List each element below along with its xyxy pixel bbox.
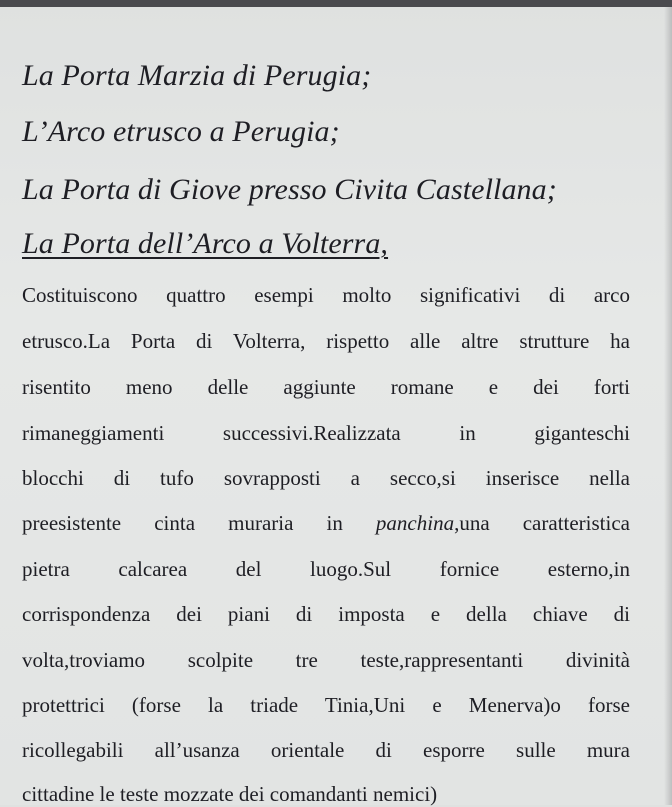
paragraph-line: blocchi di tufo sovrapposti a secco,si inserisce nella (22, 466, 630, 490)
paragraph-line-with-italic (22, 510, 630, 536)
paragraph-line: Costituiscono quattro esempi molto significativi di arco (22, 283, 630, 307)
heading-arco-etrusco: L’Arco etrusco a Perugia; (22, 115, 340, 148)
heading-porta-marzia: La Porta Marzia di Perugia; (22, 59, 372, 92)
top-dark-border (0, 0, 672, 7)
heading-porta-giove: La Porta di Giove presso Civita Castellana; (22, 173, 557, 206)
paragraph-text: preesistente cinta muraria in (22, 511, 376, 535)
paragraph-line: risentito meno delle aggiunte romane e dei forti (22, 375, 630, 399)
paragraph-line: protettrici (forse la triade Tinia,Uni e Menerva)o forse (22, 693, 630, 717)
paragraph-line: pietra calcarea del luogo.Sul fornice esterno,in (22, 557, 630, 581)
paragraph-line: etrusco.La Porta di Volterra, rispetto alle altre strutture ha (22, 329, 630, 353)
paragraph-text: ,una caratteristica (454, 511, 630, 535)
paragraph-line: rimaneggiamenti successivi.Realizzata in giganteschi (22, 421, 630, 445)
paragraph-line: volta,troviamo scolpite tre teste,rappresentanti divinità (22, 648, 630, 672)
paragraph-line: corrispondenza dei piani di imposta e della chiave di (22, 602, 630, 626)
italic-term: panchina (375, 511, 455, 535)
paragraph-line: ricollegabili all’usanza orientale di esporre sulle mura (22, 738, 630, 762)
heading-porta-arco-volterra: La Porta dell’Arco a Volterra, (22, 227, 389, 260)
right-edge-shadow (664, 7, 672, 805)
paragraph-line-last: cittadine le teste mozzate dei comandanti nemici) (22, 782, 438, 806)
